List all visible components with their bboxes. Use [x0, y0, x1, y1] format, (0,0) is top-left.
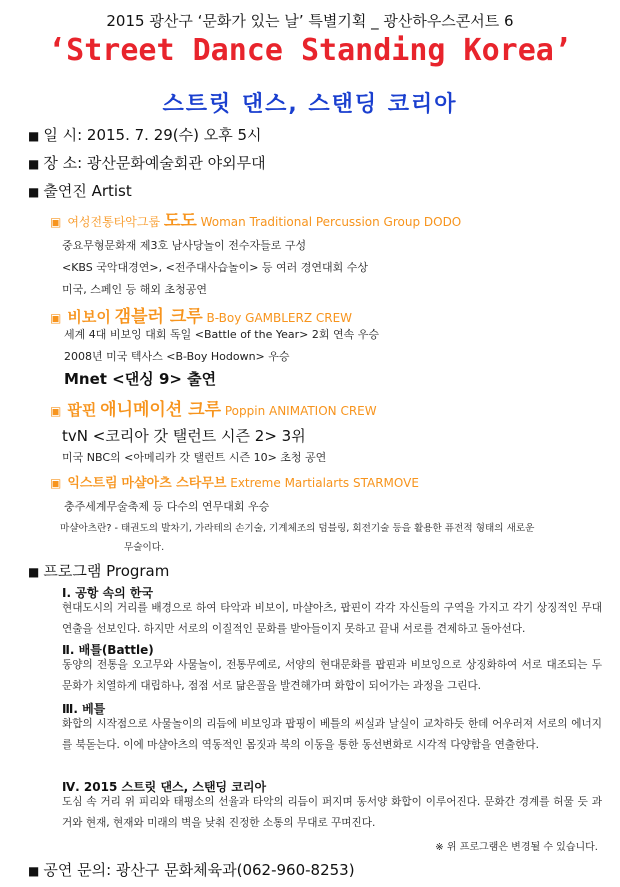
bullet-square: ■ [28, 129, 40, 143]
artist-mark: ▣ [50, 476, 62, 490]
bullet-square: ■ [28, 157, 40, 171]
artist-name-en: Extreme Martialarts STARMOVE [230, 476, 419, 490]
contact-row [28, 859, 355, 880]
artist-name-big: 갬블러 크루 [114, 307, 203, 327]
artist-name-small: 비보이 [67, 308, 111, 326]
date-label: 일 시: [43, 126, 87, 144]
program-text: 도심 속 거리 위 피리와 태평소의 선율과 타악의 리듬이 퍼지며 동서양 화합이 이루어진다. 문화간 경계를 허물 듯 과거와 현재, 현재와 미래의 벽을 낮춰 진정한 소통의 무대로 꾸며진다. [62, 796, 602, 829]
bullet-square: ■ [28, 864, 40, 878]
artist-gamblerz-title [50, 302, 352, 327]
artist-name-small: 익스트림 [67, 476, 118, 491]
program-change-note: ※ 위 프로그램은 변경될 수 있습니다. [435, 842, 598, 853]
artist-highlight: Mnet <댄싱 9> 출연 [64, 370, 217, 388]
artist-mark: ▣ [50, 404, 62, 418]
artist-name-small: 팝핀 [67, 401, 97, 419]
artist-detail: 미국 NBC의 <아메리카 갓 탤런트 시즌 10> 초청 공연 [62, 451, 327, 464]
artist-name-big: 애니메이션 크루 [100, 400, 222, 420]
venue-value: 광산문화예술회관 야외무대 [86, 154, 266, 172]
artist-highlight: tvN <코리아 갓 탤런트 시즌 2> 3위 [62, 427, 306, 445]
artist-name-small: 여성전통타악그룹 [67, 215, 161, 229]
venue-row [28, 152, 266, 173]
artist-animation-title [50, 395, 377, 420]
program-text: 현대도시의 거리를 배경으로 하여 타악과 비보이, 마샬아츠, 팝핀이 각각 자신들의 구역을 가지고 각기 상징적인 무대연출을 선보인다. 하지만 서로의 이질적인 문화를 받아들이지 못하고 끝내 서로를 견제하고 돌아선다. [62, 602, 602, 635]
artist-detail: <KBS 국악대경연>, <전주대사습놀이> 등 여러 경연대회 수상 [62, 261, 369, 274]
program-title: Ⅲ. 베틀 [62, 702, 106, 716]
artists-heading [28, 180, 132, 201]
program-heading [28, 560, 169, 581]
title-english: ‘Street Dance Standing Korea’ [48, 33, 572, 68]
artist-mark: ▣ [50, 311, 62, 325]
program-text: 동양의 전통을 오고무와 사물놀이, 전통무예로, 서양의 현대문화를 팝핀과 비보잉으로 상징화하여 서로 대조되는 두 문화가 치열하게 대립하나, 점점 서로 닮은꼴을 발견해가며 화합이 되어가는 과정을 그린다. [62, 659, 602, 692]
artist-mark: ▣ [50, 215, 62, 229]
header-line: 2015 광산구 ‘문화가 있는 날’ 특별기획 _ 광산하우스콘서트 6 [106, 12, 514, 30]
venue-label: 장 소: [43, 154, 87, 172]
artist-dodo-title [50, 206, 461, 231]
contact-label: 공연 문의: [43, 861, 116, 879]
artist-name-big: 마샬아츠 스타무브 [121, 476, 227, 491]
program-heading-text: 프로그램 Program [43, 562, 170, 580]
program-title: Ⅰ. 공항 속의 한국 [62, 586, 154, 600]
artist-detail: 미국, 스페인 등 해외 초청공연 [62, 283, 207, 296]
artist-detail: 마샬아츠란? - 태권도의 발차기, 가라테의 손기술, 기계체조의 덤블링, 회전기술 등을 활용한 퓨전적 형태의 새로운 [60, 523, 535, 534]
contact-value: 광산구 문화체육과(062-960-8253) [115, 861, 355, 879]
artist-detail: 2008년 미국 텍사스 <B-Boy Hodown> 우승 [64, 350, 290, 363]
artist-detail: 충주세계무술축제 등 다수의 연무대회 우승 [64, 500, 270, 513]
artist-detail: 무술이다. [124, 542, 165, 553]
program-title: Ⅳ. 2015 스트릿 댄스, 스탠딩 코리아 [62, 780, 267, 794]
artist-starmove-title [50, 472, 419, 491]
artist-name-en: Woman Traditional Percussion Group DODO [200, 215, 462, 229]
artist-name-en: B-Boy GAMBLERZ CREW [206, 311, 353, 325]
artist-detail: 세계 4대 비보잉 대회 독일 <Battle of the Year> 2회 연속 우승 [64, 328, 379, 341]
bullet-square: ■ [28, 565, 40, 579]
date-row [28, 124, 262, 145]
program-text: 화합의 시작점으로 사물놀이의 리듬에 비보잉과 팝핑이 베틀의 씨실과 날실이 교차하듯 한데 어우러져 서로의 에너지를 북돋는다. 이에 마샬아츠의 역동적인 몸짓과 북의 이동을 통한 동선변화로 시각적 다양함을 연출한다. [62, 718, 602, 751]
artists-heading-text: 출연진 Artist [43, 182, 132, 200]
date-value: 2015. 7. 29(수) 오후 5시 [86, 126, 262, 144]
program-title: Ⅱ. 배틀(Battle) [62, 643, 154, 657]
artist-name-big: 도도 [163, 211, 197, 231]
artist-detail: 중요무형문화재 제3호 남사당놀이 전수자들로 구성 [62, 239, 307, 252]
title-korean: 스트릿 댄스, 스탠딩 코리아 [162, 92, 458, 117]
bullet-square: ■ [28, 185, 40, 199]
artist-name-en: Poppin ANIMATION CREW [224, 404, 377, 418]
